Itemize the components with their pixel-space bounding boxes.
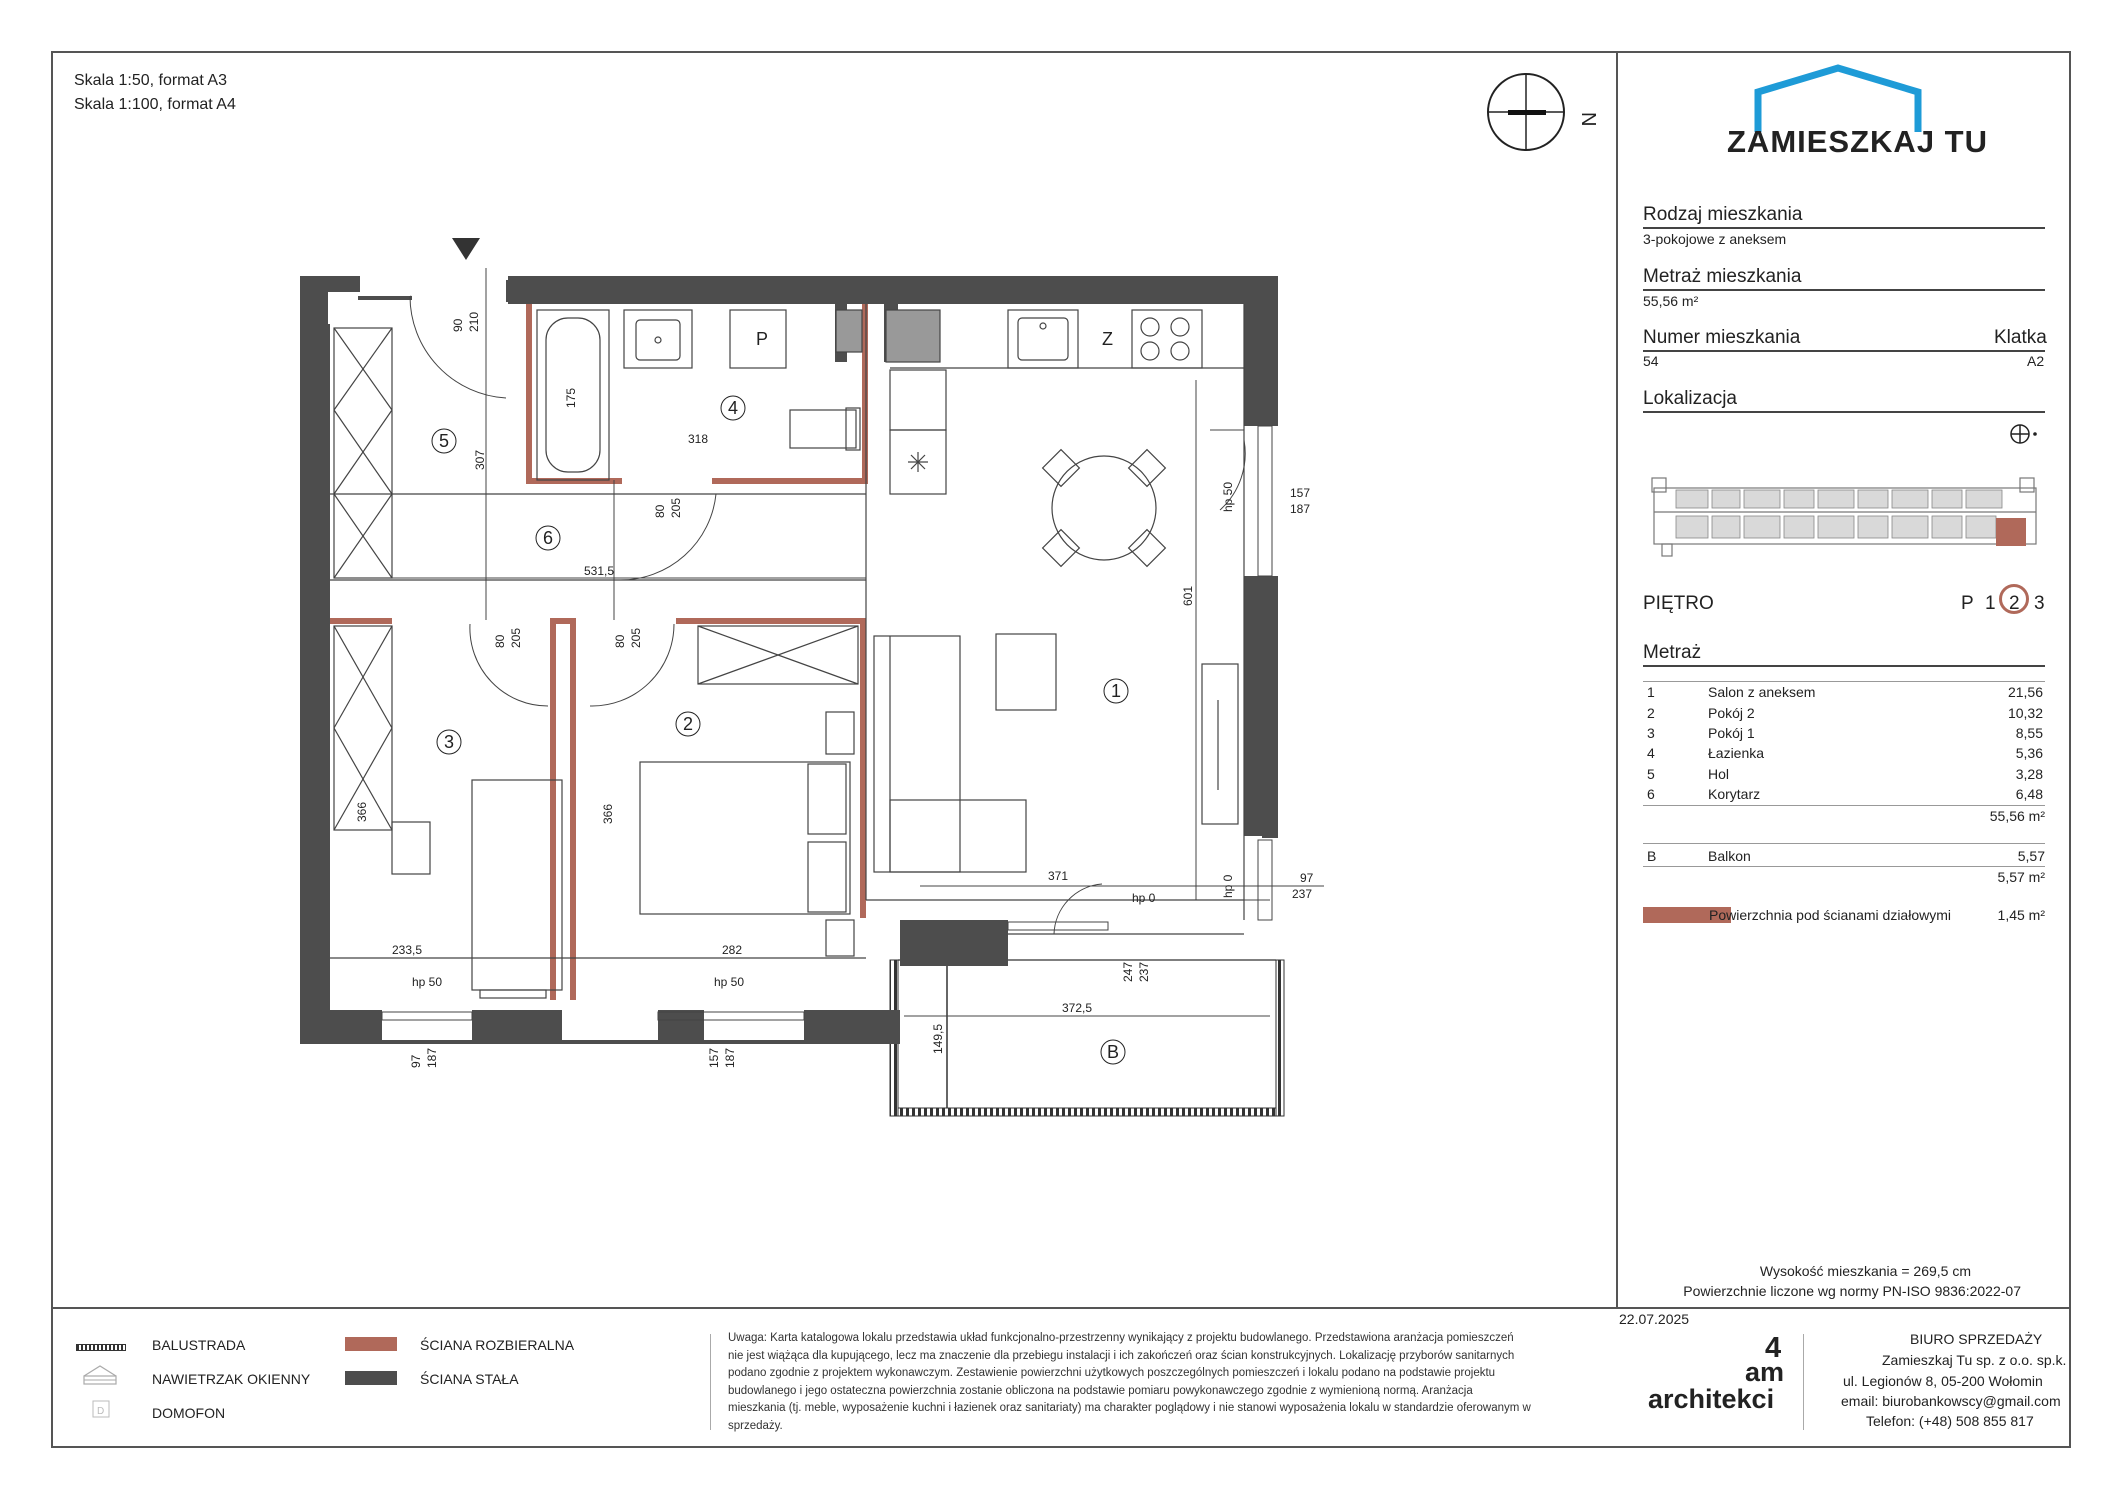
- disclaimer-divider: [710, 1334, 711, 1430]
- brand-name: ZAMIESZKAJ TU: [1727, 124, 1988, 159]
- key-plan: [1650, 474, 2045, 566]
- balcony-name: Balkon: [1708, 848, 1751, 864]
- legend-balustrade-swatch: [76, 1344, 126, 1351]
- hp-0-window: hp 0: [1221, 874, 1235, 898]
- living-furniture: [874, 634, 1238, 872]
- height-note: Wysokość mieszkania = 269,5 cm: [1759, 1263, 1971, 1279]
- dim-307: 307: [473, 449, 487, 470]
- balcony-total-rule: [1643, 866, 2045, 867]
- room-marker-b: [1101, 1040, 1125, 1064]
- partition-value: 1,45 m²: [1997, 907, 2045, 923]
- dim-205b: 205: [509, 627, 523, 648]
- floor-2: 2: [2009, 593, 2020, 614]
- architect-logo-name: architekci: [1648, 1384, 1775, 1414]
- bed: [640, 712, 854, 956]
- fixture-z-label: Z: [1102, 329, 1113, 349]
- north-label: N: [1577, 112, 1599, 127]
- partition-label: Powierzchnia pod ścianami działowymi: [1709, 907, 1951, 923]
- desk: [392, 780, 562, 998]
- bathroom-fixtures: [537, 310, 860, 480]
- dim-175: 175: [564, 387, 578, 408]
- dim-205c: 205: [629, 627, 643, 648]
- dim-187c: 187: [723, 1047, 737, 1068]
- room-marker-3: [437, 730, 461, 754]
- area-value: 55,56 m²: [1643, 293, 1699, 309]
- hp-50-room2: hp 50: [714, 975, 745, 989]
- dim-237b: 237: [1137, 961, 1151, 982]
- stair-label: Klatka: [1994, 327, 2047, 348]
- footer-divider: [51, 1307, 2071, 1309]
- dim-233: 233,5: [392, 943, 423, 957]
- scale-a3: Skala 1:50, format A3: [74, 72, 227, 89]
- legend-intercom-label: DOMOFON: [152, 1405, 226, 1421]
- fixed-walls: [300, 276, 1278, 1044]
- sales-divider: [1803, 1334, 1804, 1430]
- hp-0-door: hp 0: [1132, 891, 1156, 905]
- location-compass-icon: [2008, 422, 2048, 446]
- wardrobes: [334, 328, 858, 830]
- area-table-top-rule: [1643, 681, 2045, 682]
- room-row-1: 1 Salon z aneksem 21,56: [1647, 684, 2043, 700]
- dim-149: 149,5: [931, 1023, 945, 1054]
- hp-50-kitchen: hp 50: [1221, 481, 1235, 512]
- location-underline: [1643, 411, 2045, 413]
- norm-note: Powierzchnie liczone wg normy PN-ISO 9836:2022-07: [1683, 1283, 2021, 1299]
- balcony-no: B: [1647, 848, 1657, 864]
- room-row-2: 2 Pokój 2 10,32: [1647, 705, 2043, 721]
- windows: [382, 426, 1272, 1020]
- intercom-icon: [90, 1398, 114, 1422]
- stair-value: A2: [2027, 353, 2045, 369]
- room-marker-2: [676, 712, 700, 736]
- dim-80c: 80: [613, 634, 627, 648]
- legend-vent-label: NAWIETRZAK OKIENNY: [152, 1371, 311, 1387]
- dim-80b: 80: [493, 634, 507, 648]
- sales-company: Zamieszkaj Tu sp. z o.o. sp.k.: [1882, 1352, 2067, 1368]
- number-underline: [1643, 350, 2045, 352]
- dim-237: 237: [1292, 887, 1313, 901]
- dim-80a: 80: [653, 504, 667, 518]
- entry-marker-icon: [452, 238, 480, 260]
- balcony-railing: [890, 960, 1284, 1116]
- side-panel-divider: [1616, 51, 1618, 1309]
- area-section-underline: [1643, 665, 2045, 667]
- door-swings: [410, 296, 1245, 934]
- legend-balustrade-label: BALUSTRADA: [152, 1337, 246, 1353]
- dim-205a: 205: [669, 497, 683, 518]
- room-row-6: 6 Korytarz 6,48: [1647, 786, 2043, 802]
- vent-icon: [80, 1362, 120, 1388]
- type-label: Rodzaj mieszkania: [1643, 204, 1803, 225]
- hp-50-room3: hp 50: [412, 975, 443, 989]
- floor-3: 3: [2034, 593, 2045, 614]
- svg-text:3: 3: [443, 732, 455, 752]
- dim-601: 601: [1181, 585, 1195, 606]
- area-underline: [1643, 289, 2045, 291]
- number-value: 54: [1643, 353, 1659, 369]
- type-underline: [1643, 227, 2045, 229]
- room-marker-6: [536, 526, 560, 550]
- sales-title: BIURO SPRZEDAŻY: [1910, 1331, 2043, 1347]
- date: 22.07.2025: [1619, 1311, 1690, 1327]
- disclaimer: Uwaga: Karta katalogowa lokalu przedstawia układ funkcjonalno-przestrzenny wynikający z projektu budowlanego. Przedstawiona aranżacja pomieszczeń nie jest wiążąca dla kupującego, lecz ma znaczenie dla przebiegu instalacji i ich zakończeń oraz ścian konstrukcyjnych. Lokalizację przyborów sanitarnych podano zgodnie z projektem wykonawczym. Zestawienie powierzchni użytkowych poszczególnych pomieszczeń i lokalu podano na podstawie projektu budowlanego i jego ostateczna powierzchnia zostanie obliczona na podstawie pomiaru powykonawczego zgodnie z wymienioną normą. Aranżacja mieszkania (tj. meble, wyposażenie kuchni i łazienek oraz sanitariaty) ma charakter poglądowy i nie stanowi wyposażenia lokalu w standardzie oferowanym w sprzedaży.: [728, 1332, 1531, 1432]
- balcony-area: 5,57: [2017, 848, 2045, 864]
- svg-text:5: 5: [438, 431, 450, 451]
- svg-text:4: 4: [727, 398, 739, 418]
- rooms-total-rule: [1643, 805, 2045, 806]
- architect-logo-4: 4: [1765, 1332, 1782, 1364]
- scale-a4: Skala 1:100, format A4: [74, 96, 236, 113]
- dim-187b: 187: [425, 1047, 439, 1068]
- fixture-p-label: P: [756, 329, 769, 349]
- sales-email: email: biurobankowscy@gmail.com: [1841, 1393, 2061, 1409]
- location-label: Lokalizacja: [1643, 388, 1737, 409]
- room-row-5: 5 Hol 3,28: [1647, 766, 2043, 782]
- svg-text:B: B: [1106, 1042, 1120, 1062]
- area-section-label: Metraż: [1643, 642, 1702, 663]
- legend-fixed-label: ŚCIANA STAŁA: [420, 1371, 519, 1387]
- area-label: Metraż mieszkania: [1643, 266, 1802, 287]
- room-row-3: 3 Pokój 1 8,55: [1647, 725, 2043, 741]
- dim-366a: 366: [355, 801, 369, 822]
- svg-text:2: 2: [682, 714, 694, 734]
- room-marker-4: [721, 396, 745, 420]
- dim-157b: 157: [707, 1047, 721, 1068]
- dim-531: 531,5: [584, 564, 615, 578]
- dim-282: 282: [722, 943, 743, 957]
- interior-lines: [330, 304, 1244, 958]
- sales-address: ul. Legionów 8, 05-200 Wołomin: [1843, 1373, 2043, 1389]
- dim-247: 247: [1121, 961, 1135, 982]
- legend-removable-label: ŚCIANA ROZBIERALNA: [420, 1337, 575, 1353]
- svg-text:1: 1: [1110, 681, 1122, 701]
- kitchen: [890, 310, 1244, 494]
- room-marker-5: [432, 429, 456, 453]
- floor-p: P: [1961, 593, 1974, 614]
- floor-1: 1: [1985, 593, 1996, 614]
- dim-157: 157: [1290, 486, 1311, 500]
- legend-removable-swatch: [345, 1337, 397, 1351]
- dim-371: 371: [1048, 869, 1069, 883]
- room-row-4: 4 Łazienka 5,36: [1647, 745, 2043, 761]
- number-label: Numer mieszkania: [1643, 327, 1801, 348]
- sales-phone: Telefon: (+48) 508 855 817: [1866, 1413, 2034, 1429]
- type-value: 3-pokojowe z aneksem: [1643, 231, 1787, 247]
- dim-318: 318: [688, 432, 709, 446]
- balcony-total: 5,57 m²: [1997, 869, 2045, 885]
- svg-text:6: 6: [542, 528, 554, 548]
- room-marker-1: [1104, 679, 1128, 703]
- floor-label: PIĘTRO: [1643, 593, 1714, 614]
- dim-90: 90: [451, 318, 465, 332]
- dim-97b: 97: [409, 1054, 423, 1068]
- balcony-top-rule: [1643, 843, 2045, 844]
- dim-97: 97: [1300, 871, 1314, 885]
- rooms-total: 55,56 m²: [1989, 808, 2045, 824]
- svg-text:D: D: [97, 1406, 105, 1417]
- dim-372: 372,5: [1062, 1001, 1093, 1015]
- legend-fixed-swatch: [345, 1371, 397, 1385]
- dim-187: 187: [1290, 502, 1311, 516]
- dim-210: 210: [467, 311, 481, 332]
- architect-logo-am: am: [1745, 1357, 1785, 1387]
- dining-table: [1043, 450, 1166, 567]
- dim-366b: 366: [601, 803, 615, 824]
